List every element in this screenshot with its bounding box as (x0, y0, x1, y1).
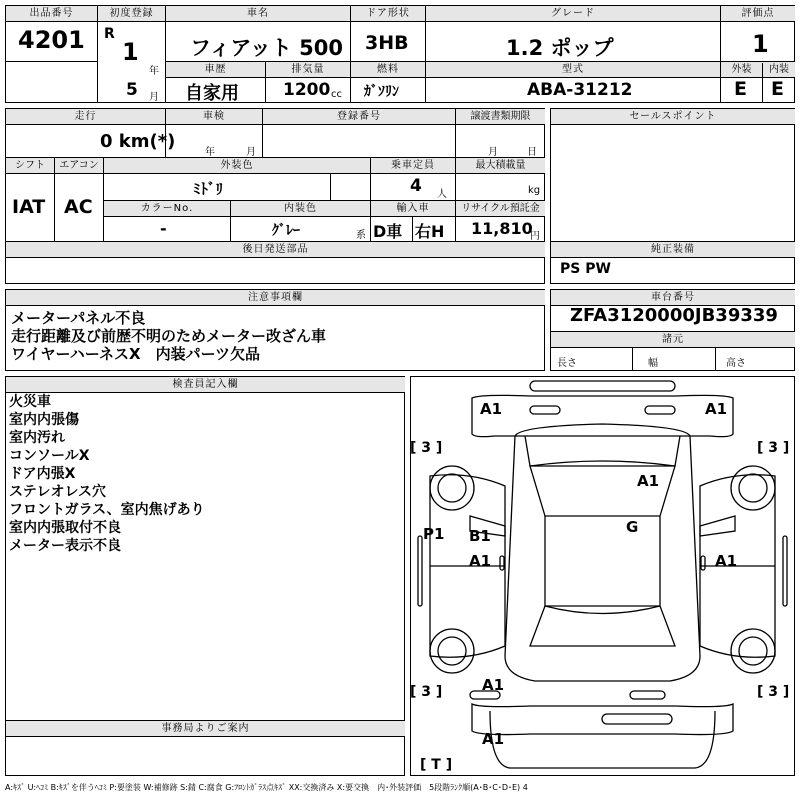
tire-depth: [ T ] (420, 757, 453, 773)
exterior-grade: E (734, 78, 747, 100)
genuine-equipment-label: 純正装備 (551, 242, 795, 258)
office-label: 事務局よりご案内 (6, 721, 405, 737)
dims-label: 諸元 (551, 332, 795, 348)
door-label: ドア形状 (351, 6, 425, 22)
int-color: ｸﾞﾚｰ (272, 223, 300, 239)
ac-label: エアコン (55, 158, 103, 174)
shift: IAT (12, 196, 46, 218)
damage-mark: A1 (715, 552, 738, 570)
score-label: 評価点 (721, 6, 795, 22)
model-label: 型式 (426, 62, 720, 78)
damage-mark: G (626, 518, 639, 536)
inspector-label: 検査員記入欄 (6, 377, 405, 393)
capacity-unit: 人 (437, 189, 447, 200)
door-type: 3HB (365, 32, 409, 54)
reg-year-unit: 年 (149, 66, 159, 77)
ac: AC (64, 196, 93, 218)
int-color-suffix: 系 (356, 230, 366, 241)
car-name-label: 車名 (166, 6, 350, 22)
lot-number: 4201 (18, 26, 85, 54)
car-diagram (410, 376, 795, 776)
dims-length: 長さ (557, 358, 577, 369)
dims-height: 高さ (726, 358, 746, 369)
inspector-list (9, 393, 205, 555)
ext-color: ﾐﾄﾞﾘ (193, 180, 224, 198)
lot-label: 出品番号 (6, 6, 97, 22)
tire-depth: [ 3 ] (757, 440, 790, 456)
notes-line: ワイヤーハーネスX 内装パーツ欠品 (11, 345, 261, 363)
inspector-line: 室内内張取付不良 (9, 520, 121, 536)
recycle-unit: 円 (530, 231, 540, 242)
genuine-equipment: PS PW (560, 261, 611, 277)
damage-mark: P1 (423, 525, 445, 543)
steering: 右H (415, 222, 445, 241)
grade-label: グレード (426, 6, 720, 22)
interior-label: 内装 (763, 62, 795, 78)
reg-month-unit: 月 (149, 92, 159, 103)
registration-label: 登録番号 (263, 109, 455, 125)
fuel: ｶﾞｿﾘﾝ (364, 84, 399, 100)
recycle-fee: 11,810 (471, 219, 533, 238)
sales-point-label: セールスポイント (551, 109, 795, 125)
era: R (104, 26, 115, 42)
history: 自家用 (185, 83, 239, 104)
inspection-month: 月 (246, 147, 256, 158)
interior-grade: E (771, 78, 784, 100)
import-label: 輸入車 (371, 201, 455, 217)
inspector-line: コンソールX (9, 448, 90, 464)
tire-depth: [ 3 ] (757, 684, 790, 700)
load-unit: kg (528, 185, 541, 196)
displacement: 1200 (283, 80, 331, 100)
notes-line: メーターパネル不良 (11, 309, 146, 327)
ext-color-label: 外装色 (104, 158, 370, 174)
color-no: - (160, 219, 167, 238)
score: 1 (752, 30, 769, 58)
inspector-line: 室内汚れ (9, 430, 65, 446)
damage-mark: A1 (637, 472, 660, 490)
capacity-label: 乗車定員 (371, 158, 455, 174)
load-label: 最大積載量 (456, 158, 545, 174)
exterior-label: 外装 (721, 62, 762, 78)
inspector-line: ステレオレス穴 (9, 484, 107, 500)
first-reg-label: 初度登録 (98, 6, 165, 22)
recycle-label: リサイクル預託金 (456, 201, 545, 217)
inspector-line: 火災車 (9, 394, 51, 410)
inspector-line: 室内内張傷 (9, 412, 79, 428)
tire-depth: [ 3 ] (410, 440, 443, 456)
legend: A:ｷｽﾞ U:ﾍｺﾐ B:ｷｽﾞを伴うﾍｺﾐ P:要塗装 W:補修跡 S:錆 C:腐食 G:ﾌﾛﾝﾄｶﾞﾗｽ点ｷｽﾞ XX:交換済み X:要交換 内･外装評価 5段階ﾗﾝｸ順(A･B･C･D･E) 4 (5, 783, 528, 792)
notes-list (11, 309, 326, 363)
chassis-label: 車台番号 (551, 290, 795, 306)
inspection-label: 車検 (166, 109, 262, 125)
later-parts-label: 後日発送部品 (6, 242, 545, 258)
transfer-month: 月 (488, 147, 498, 158)
grade: 1.2 ポップ (506, 36, 614, 60)
inspector-line: フロントガラス、室内焦げあり (9, 502, 205, 518)
transfer-day: 日 (527, 147, 537, 158)
shift-label: シフト (6, 158, 54, 174)
reg-year: 1 (122, 38, 139, 66)
reg-month: 5 (126, 80, 138, 100)
displacement-label: 排気量 (266, 62, 350, 78)
damage-mark: A1 (469, 552, 492, 570)
history-label: 車歴 (166, 62, 265, 78)
fuel-label: 燃料 (351, 62, 425, 78)
dims-width: 幅 (648, 358, 658, 369)
inspector-line: メーター表示不良 (9, 538, 121, 554)
mileage: 0 km(*) (100, 131, 176, 152)
damage-mark: B1 (469, 527, 491, 545)
import-type: D車 (373, 222, 403, 241)
notes-label: 注意事項欄 (6, 290, 545, 306)
chassis-number: ZFA3120000JB39339 (570, 305, 778, 326)
transfer-label: 譲渡書類期限 (456, 109, 545, 125)
model: ABA-31212 (527, 80, 633, 100)
inspection-year: 年 (205, 147, 215, 158)
color-no-label: カラーNo. (104, 201, 230, 217)
damage-mark: A1 (480, 400, 503, 418)
int-color-label: 内装色 (231, 201, 370, 217)
damage-mark: A1 (705, 400, 728, 418)
mileage-label: 走行 (6, 109, 165, 125)
car-name: フィアット 500 (190, 36, 343, 60)
notes-line: 走行距離及び前歴不明のためメーター改ざん車 (11, 327, 327, 345)
displacement-unit: cc (331, 89, 342, 100)
damage-mark: A1 (482, 676, 505, 694)
capacity: 4 (410, 176, 422, 196)
inspector-line: ドア内張X (9, 466, 76, 482)
tire-depth: [ 3 ] (410, 684, 443, 700)
damage-mark: A1 (482, 730, 505, 748)
